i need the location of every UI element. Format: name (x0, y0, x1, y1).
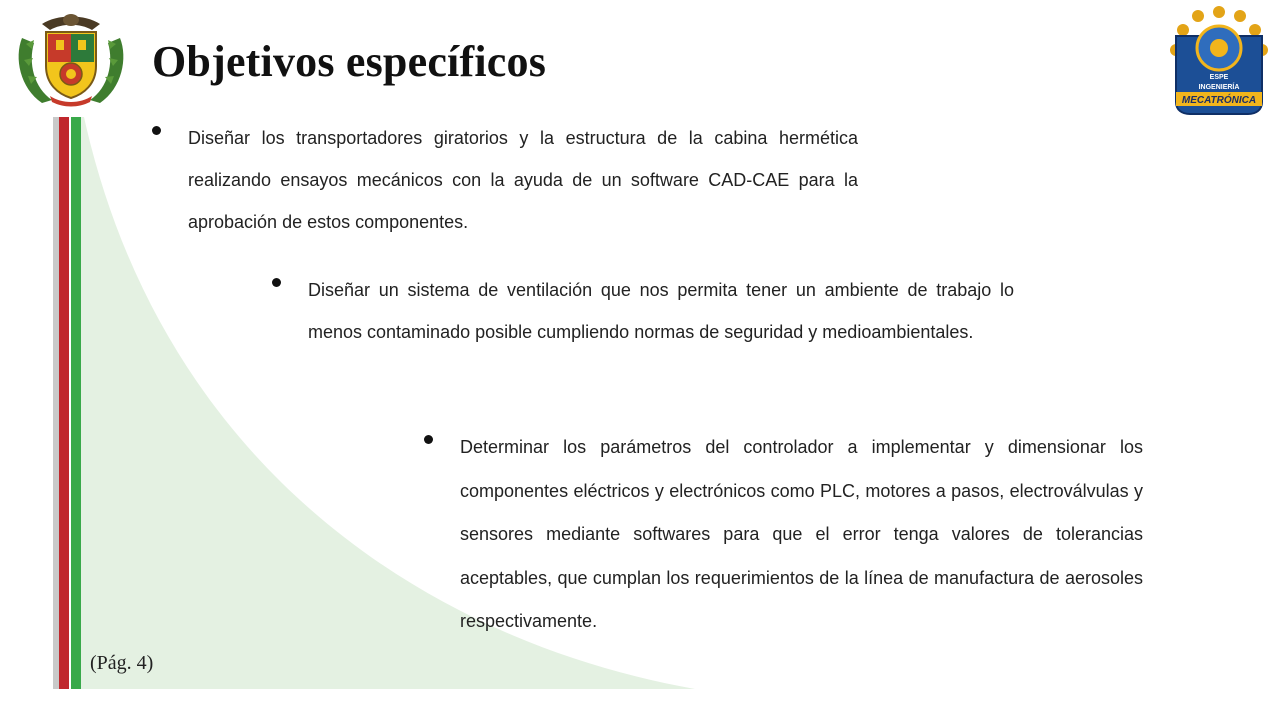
objective-text-2: Diseñar un sistema de ventilación que nos permita tener un ambiente de trabajo lo menos contaminado posible cumpliendo normas de seguridad y medioambientales. (308, 280, 1014, 342)
objective-item-2 (272, 269, 1014, 353)
red-stripe (59, 117, 69, 689)
page-reference: (Pág. 4) (90, 652, 154, 674)
green-stripe (71, 117, 81, 689)
objective-text-3: Determinar los parámetros del controlador a implementar y dimensionar los componentes eléctricos y electrónicos como PLC, motores a pasos, electroválvulas y sensores mediante softwares para que el error tenga valores de tolerancias aceptables, que cumplan los requerimientos de la línea de manufactura de aerosoles respectivamente. (460, 437, 1143, 631)
bullet-icon (152, 126, 161, 135)
slide-title: Objetivos específicos (152, 37, 547, 86)
espe-mecatronica-logo-icon (1170, 6, 1268, 116)
bullet-icon (424, 435, 433, 444)
logo-text-mecatronica: MECATRÓNICA (1181, 95, 1257, 106)
coat-of-arms-emblem-icon (12, 8, 130, 108)
objective-item-1 (152, 117, 858, 243)
objective-text-1: Diseñar los transportadores giratorios y la estructura de la cabina hermética realizando ensayos mecánicos con la ayuda de un software CAD-CAE para la aprobación de estos componentes. (188, 128, 858, 232)
bullet-icon (272, 278, 281, 287)
objective-item-3 (424, 426, 1143, 644)
logo-text-ingenieria: INGENIERÍA (1198, 84, 1240, 91)
logo-text-espe: ESPE (1209, 74, 1229, 81)
